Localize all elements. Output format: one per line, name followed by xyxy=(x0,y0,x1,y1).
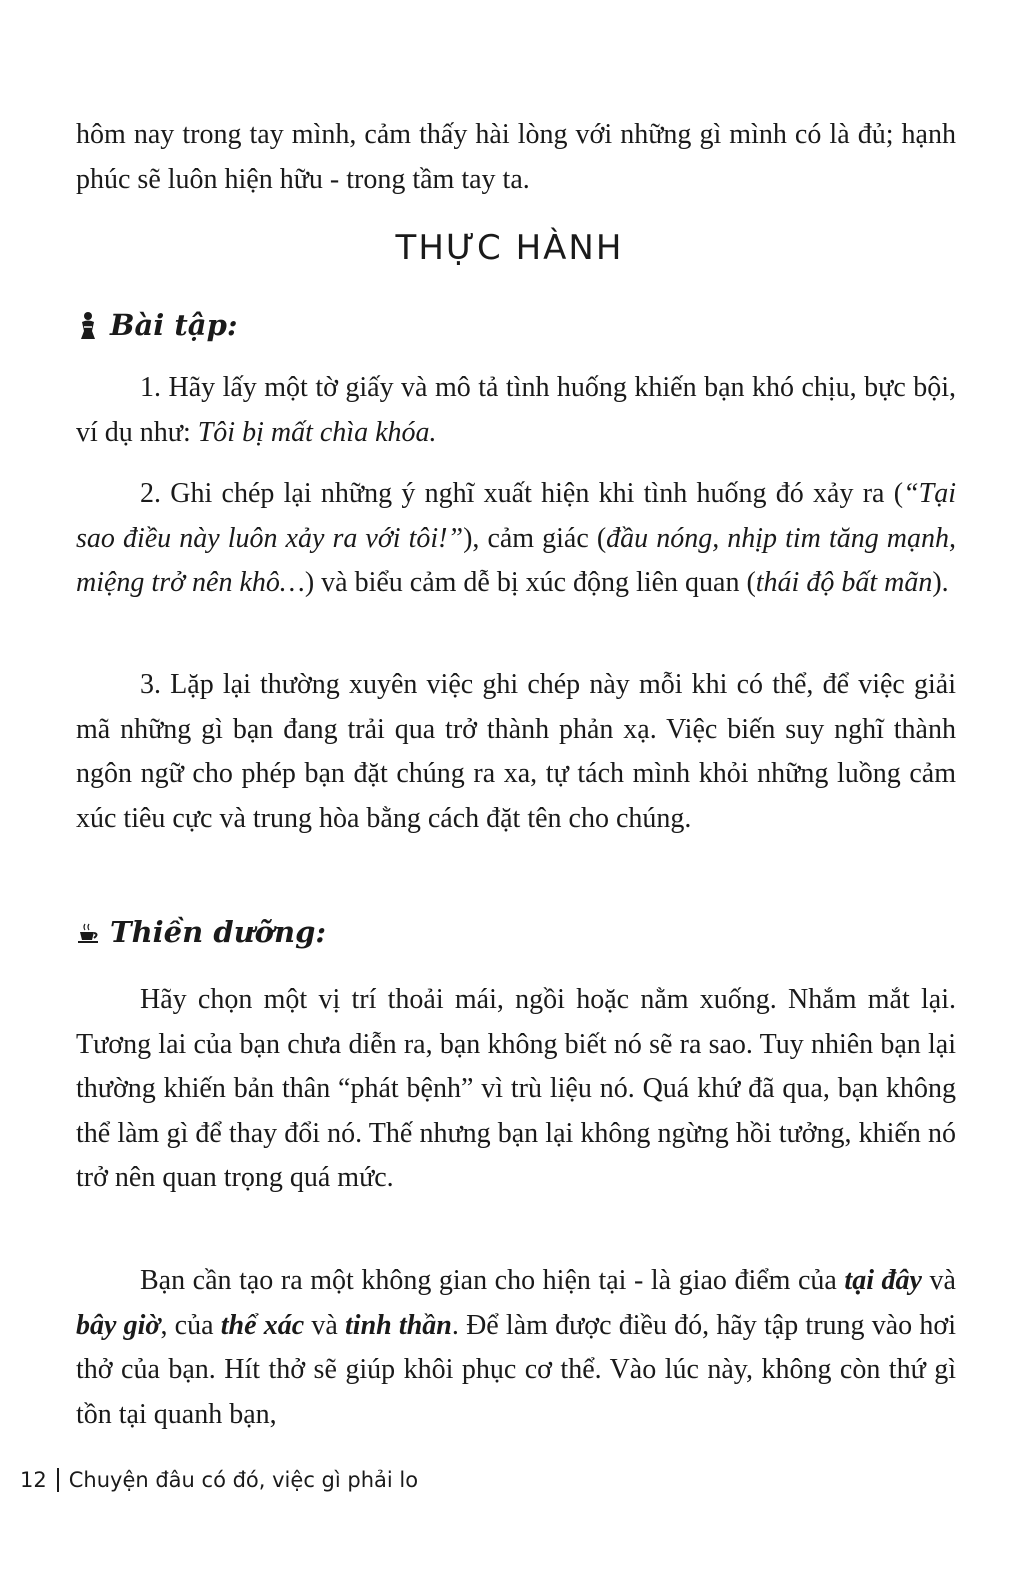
exercise-item-1 xyxy=(76,366,956,455)
meditation-p2-text-g: và xyxy=(304,1309,346,1341)
meditation-p2-text-a: Bạn cần tạo ra một không gian cho hiện tại - là giao điểm của xyxy=(140,1265,845,1296)
teacup-icon xyxy=(76,918,100,946)
exercise-item-2-text-c: ), cảm giác ( xyxy=(463,522,607,554)
exercise-item-1-example: Tôi bị mất chìa khóa. xyxy=(197,416,437,448)
exercise-item-2-text-g: ). xyxy=(932,567,949,598)
exercise-heading-label: Bài tập: xyxy=(110,308,238,342)
exercise-item-2-text-e: ) và biểu cảm dễ bị xúc động liên quan ( xyxy=(304,567,756,598)
meditation-p2-text-c: và xyxy=(921,1265,956,1296)
meditation-p2-text-e: , của xyxy=(160,1309,221,1341)
meditation-p2-spirit: tinh thần xyxy=(345,1309,452,1341)
exercise-heading xyxy=(76,308,238,342)
section-title: THỰC HÀNH xyxy=(395,228,624,268)
meditation-paragraph-1: Hãy chọn một vị trí thoải mái, ngồi hoặc nằm xuống. Nhắm mắt lại. Tương lai của bạn chưa diễn ra, bạn không biết nó sẽ ra sao. Tuy nhiên bạn lại thường khiến bản thân “phát bệnh” vì trù liệu nó. Quá khứ đã qua, bạn không thể làm gì để thay đổi nó. Thế nhưng bạn lại không ngừng hồi tưởng, khiến nó trở nên quan trọng quá mức. xyxy=(76,984,956,1193)
exercise-item-3: 3. Lặp lại thường xuyên việc ghi chép này mỗi khi có thể, để việc giải mã những gì bạn đang trải qua trở thành phản xạ. Việc biến suy nghĩ thành ngôn ngữ cho phép bạn đặt chúng ra xa, tự tách mình khỏi những luồng cảm xúc tiêu cực và trung hòa bằng cách đặt tên cho chúng. xyxy=(76,669,956,834)
intro-paragraph: hôm nay trong tay mình, cảm thấy hài lòng với những gì mình có là đủ; hạnh phúc sẽ luôn hiện hữu - trong tầm tay ta. xyxy=(76,119,956,195)
page-footer xyxy=(20,1468,418,1492)
exercise-item-2-sensations: đầu nóng, nhịp tim tăng mạnh, miệng trở nên khô… xyxy=(76,522,956,598)
exercise-item-2-text-a: 2. Ghi chép lại những ý nghĩ xuất hiện khi tình huống đó xảy ra ( xyxy=(140,478,904,509)
figure-icon xyxy=(76,311,100,339)
exercise-item-1-text: 1. Hãy lấy một tờ giấy và mô tả tình huống khiến bạn khó chịu, bực bội, ví dụ như: xyxy=(76,372,956,448)
exercise-item-2-attitude: thái độ bất mãn xyxy=(755,567,933,598)
book-title: Chuyện đâu có đó, việc gì phải lo xyxy=(68,1468,419,1492)
meditation-p2-text-i: . Để làm được điều đó, hãy tập trung vào hơi thở của bạn. Hít thở sẽ giúp khôi phục cơ thể. Vào lúc này, không còn thứ gì tồn tại quanh bạn, xyxy=(76,1309,956,1430)
exercise-item-2-quote: “Tại sao điều này luôn xảy ra với tôi!” xyxy=(76,478,956,554)
meditation-paragraph-2 xyxy=(76,1259,956,1437)
exercise-item-2 xyxy=(76,472,956,606)
meditation-heading-label: Thiền dưỡng: xyxy=(110,915,327,949)
footer-divider xyxy=(57,1468,59,1492)
page-number: 12 xyxy=(20,1468,47,1492)
meditation-p2-here: tại đây xyxy=(844,1265,922,1296)
meditation-p2-body: thể xác xyxy=(220,1309,305,1341)
meditation-heading xyxy=(76,915,326,949)
meditation-p2-now: bây giờ xyxy=(76,1309,161,1341)
